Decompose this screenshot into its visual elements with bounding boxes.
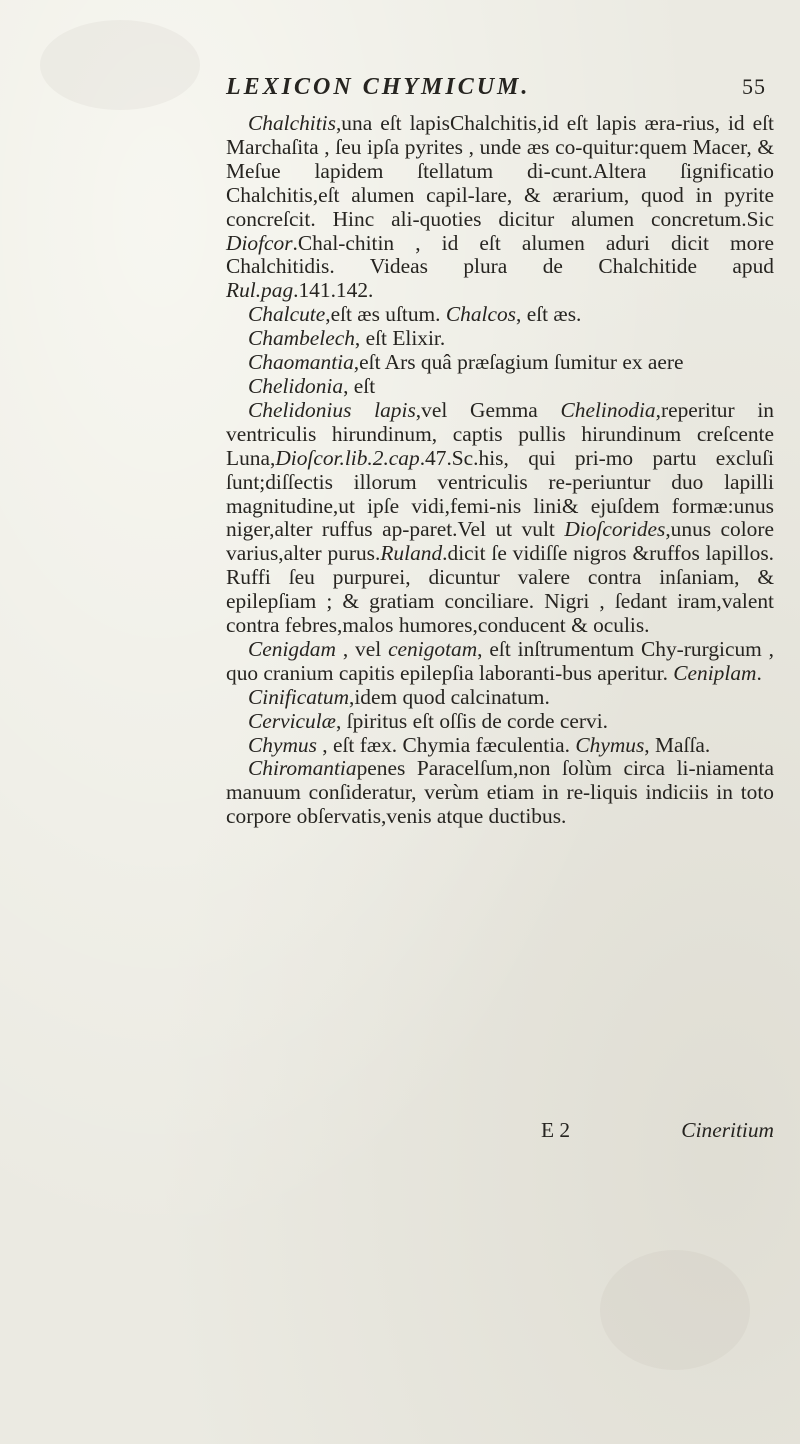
- entry-term: cenigotam: [388, 636, 478, 661]
- entry-term: Chalcos: [445, 302, 516, 327]
- entry-text: ,vel Gemma: [415, 397, 561, 422]
- entry-text: .47.Sc.his, qui pri-mo partu excluſi ſunt;diſſectis illorum ventriculis re-periuntur duo lapilli magnitudine,ut ipſe vidi,femi-nis lini& ejuſdem formæ:unus niger,alter ruffus ap-paret.Vel ut vult: [226, 445, 774, 542]
- entry-chelidonia: [226, 375, 774, 399]
- entry-term: Chelinodia: [560, 397, 656, 422]
- entry-chiromantia: [226, 757, 774, 829]
- entry-text: ,idem quod calcinatum.: [349, 684, 550, 709]
- citation: Dioſcor.lib.2.cap: [275, 445, 420, 470]
- lexicon-text: [226, 112, 774, 829]
- paper-stain: [600, 1250, 750, 1370]
- entry-term: Cinificatum: [248, 684, 350, 709]
- entry-chymus: [226, 734, 774, 758]
- citation: Diofcor: [226, 230, 293, 255]
- citation: Dioſcorides: [564, 517, 666, 542]
- page-number: 55: [742, 74, 766, 99]
- entry-text: , eſt inſtrumentum Chy-rurgicum , quo cranium capitis epilepſia laboranti-bus aperitur.: [226, 636, 775, 685]
- entry-text: penes Paracelſum,non ſolùm circa li-niamenta manuum conſideratur, verùm etiam in re-liquis indiciis in toto corpore obſervatis,venis atque ductibus.: [226, 756, 774, 829]
- entry-text: , vel: [335, 636, 389, 661]
- entry-text: .Chal-chitin , id eſt alumen aduri dicit more Chalchitidis. Videas plura de Chalchitide apud: [226, 230, 774, 279]
- entry-term: Chaomantia: [248, 350, 354, 375]
- entry-chelidonius-lapis: [226, 399, 774, 638]
- entry-chambelech: [226, 327, 774, 351]
- entry-text: .dicit ſe vidiſſe nigros &ruffos lapillos. Ruffi ſeu purpurei, dicuntur valere contra inſaniam, & epilepſiam ; & gratiam conciliare. Nigri , ſedant iram,valent contra febres,malos humores,conducent & oculis.: [226, 541, 774, 638]
- signature-mark: E 2: [541, 1118, 571, 1142]
- citation: Ruland: [380, 541, 443, 566]
- paper-stain: [40, 20, 200, 110]
- entry-text: .141.142.: [293, 278, 374, 303]
- entry-term: Chelidonius lapis: [248, 397, 416, 422]
- entry-text: ,una eſt lapisChalchitis,id eſt lapis æra-rius, id eſt Marchaſita , ſeu ipſa pyrites , unde æs co-quitur:quem Macer, & Meſue lapidem ſtellatum di-cunt.Altera ſignificatio Chalchitis,eſt alumen capil-lare, & ærarium, quod in pyrite concreſcit. Hinc ali-quoties dicitur alumen concretum.Sic: [226, 111, 774, 231]
- entry-text: , eſt Elixir.: [354, 326, 446, 351]
- running-title: LEXICON CHYMICUM.: [226, 74, 531, 100]
- catchword: Cineritium: [681, 1118, 774, 1142]
- citation: Rul.pag: [226, 278, 294, 303]
- entry-term: Cerviculæ: [248, 708, 336, 733]
- entry-text: ,reperitur in ventriculis hirundinum, captis pullis hirundinum creſcente Luna,: [226, 397, 775, 470]
- running-header: [226, 74, 766, 101]
- entry-cenigdam: [226, 638, 774, 686]
- entry-chaomantia: [226, 351, 774, 375]
- entry-text: .: [756, 660, 762, 685]
- entry-text: ,unus colore varius,alter purus.: [226, 517, 774, 566]
- entry-chalcute: [226, 303, 774, 327]
- entry-text: , eſt fæx. Chymia fæculentia.: [316, 732, 576, 757]
- entry-text: ,eſt æs uſtum.: [325, 302, 446, 327]
- entry-cerviculae: [226, 710, 774, 734]
- entry-term: Chelidonia: [248, 373, 344, 398]
- entry-term: Cenigdam: [248, 636, 336, 661]
- entry-chalchitis: [226, 112, 774, 303]
- entry-text: , eſt æs.: [516, 302, 582, 327]
- entry-term: Chalchitis: [248, 111, 336, 135]
- entry-text: , Maſſa.: [644, 732, 711, 757]
- entry-cinificatum: [226, 686, 774, 710]
- entry-term: Chambelech: [248, 326, 355, 351]
- entry-term: Chiromantia: [248, 756, 357, 781]
- entry-text: , ſpiritus eſt oſſis de corde cervi.: [335, 708, 608, 733]
- entry-term: Chymus: [575, 732, 645, 757]
- entry-term: Ceniplam: [673, 660, 757, 685]
- entry-term: Chalcute: [248, 302, 326, 327]
- entry-text: , eſt: [343, 373, 376, 398]
- entry-term: Chymus: [248, 732, 317, 757]
- entry-text: ,eſt Ars quâ præſagium ſumitur ex aere: [353, 350, 684, 375]
